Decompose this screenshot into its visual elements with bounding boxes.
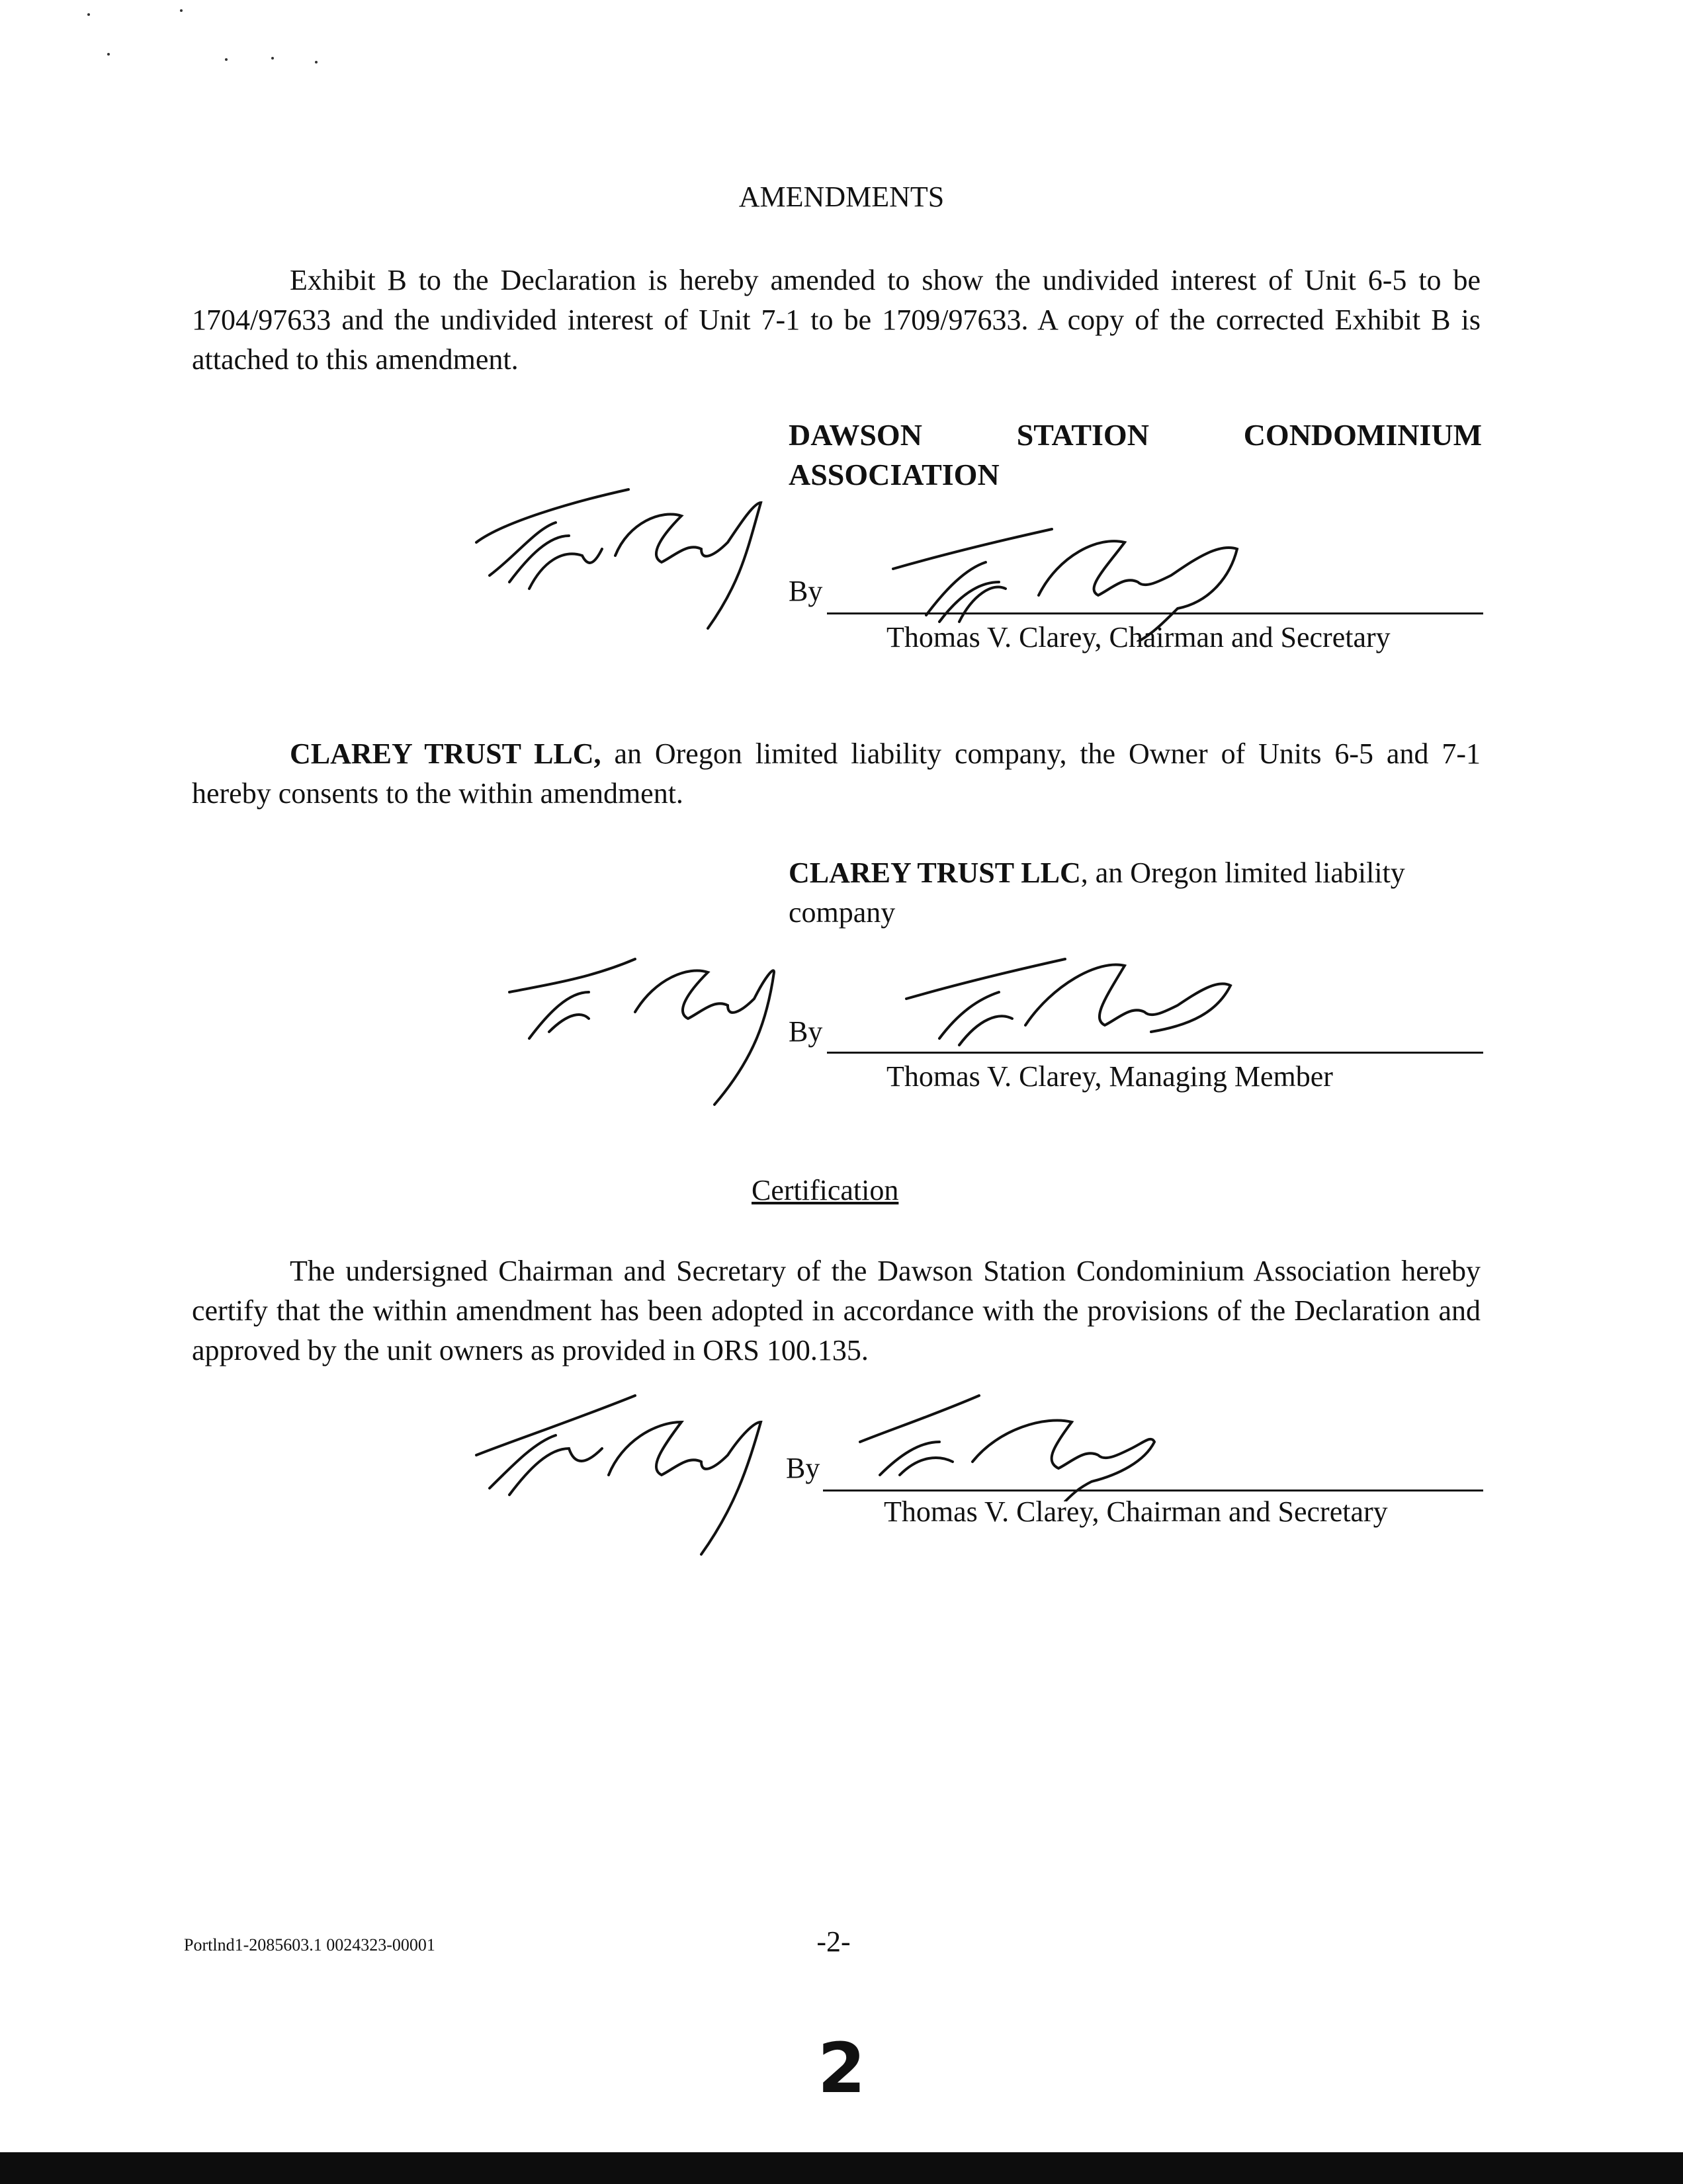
handwritten-page-number: 2 [818, 2028, 866, 2109]
scan-speck [87, 13, 90, 16]
trust-company-line2: company [789, 896, 896, 929]
trust-name [789, 853, 1482, 933]
amendment-paragraph: Exhibit B to the Declaration is hereby amended to show the undivided interest of Unit 6-5 to be 1704/97633 and the undivided interest of Unit 7-1 to be 1709/97633. A copy of the corrected Exhibit B is attached to this amendment. [192, 264, 1481, 376]
association-word: CONDOMINIUM [1243, 418, 1482, 452]
document-id: Portlnd1-2085603.1 0024323-00001 [184, 1935, 435, 1954]
handwritten-signature [900, 946, 1244, 1058]
association-name-line2: ASSOCIATION [789, 458, 1000, 491]
consent-text: an Oregon limited liability company, the Owner of Units 6-5 and 7-1 hereby consents to the within amendment. [192, 737, 1481, 810]
signatory-name: Thomas V. Clarey, Chairman and Secretary [886, 621, 1391, 653]
association-name [789, 415, 1482, 495]
by-label: By [786, 1452, 820, 1484]
association-word: DAWSON [789, 418, 922, 452]
certification-heading: Certification [752, 1174, 899, 1206]
certification-paragraph: The undersigned Chairman and Secretary of the Dawson Station Condominium Association hereby certify that the within amendment has been adopted in accordance with the provisions of the Declaration and approved by the unit owners as provided in ORS 100.135. [192, 1255, 1481, 1366]
scan-speck [180, 9, 183, 12]
association-word: STATION [1016, 418, 1149, 452]
handwritten-signature [853, 1389, 1158, 1501]
scan-speck [225, 58, 228, 61]
scan-border-bar [0, 2152, 1683, 2184]
signature-line [823, 1490, 1483, 1491]
handwritten-signature [463, 476, 774, 648]
company-name: CLAREY TRUST LLC, [290, 737, 601, 770]
handwritten-signature [463, 1382, 774, 1561]
scan-speck [107, 53, 110, 56]
signature-line [827, 612, 1483, 614]
scan-speck [315, 61, 318, 63]
trust-company: CLAREY TRUST LLC [789, 857, 1081, 889]
signature-line [827, 1052, 1483, 1054]
signatory-name: Thomas V. Clarey, Chairman and Secretary [884, 1495, 1388, 1528]
by-label: By [789, 1015, 823, 1048]
handwritten-signature [503, 939, 781, 1111]
page-number: -2- [816, 1925, 851, 1958]
by-label: By [789, 575, 823, 607]
document-title: AMENDMENTS [738, 181, 945, 213]
trust-company-rest: , an Oregon limited liability [1080, 857, 1405, 889]
scan-speck [271, 57, 274, 60]
signatory-name: Thomas V. Clarey, Managing Member [886, 1060, 1333, 1093]
consent-paragraph [192, 734, 1481, 814]
